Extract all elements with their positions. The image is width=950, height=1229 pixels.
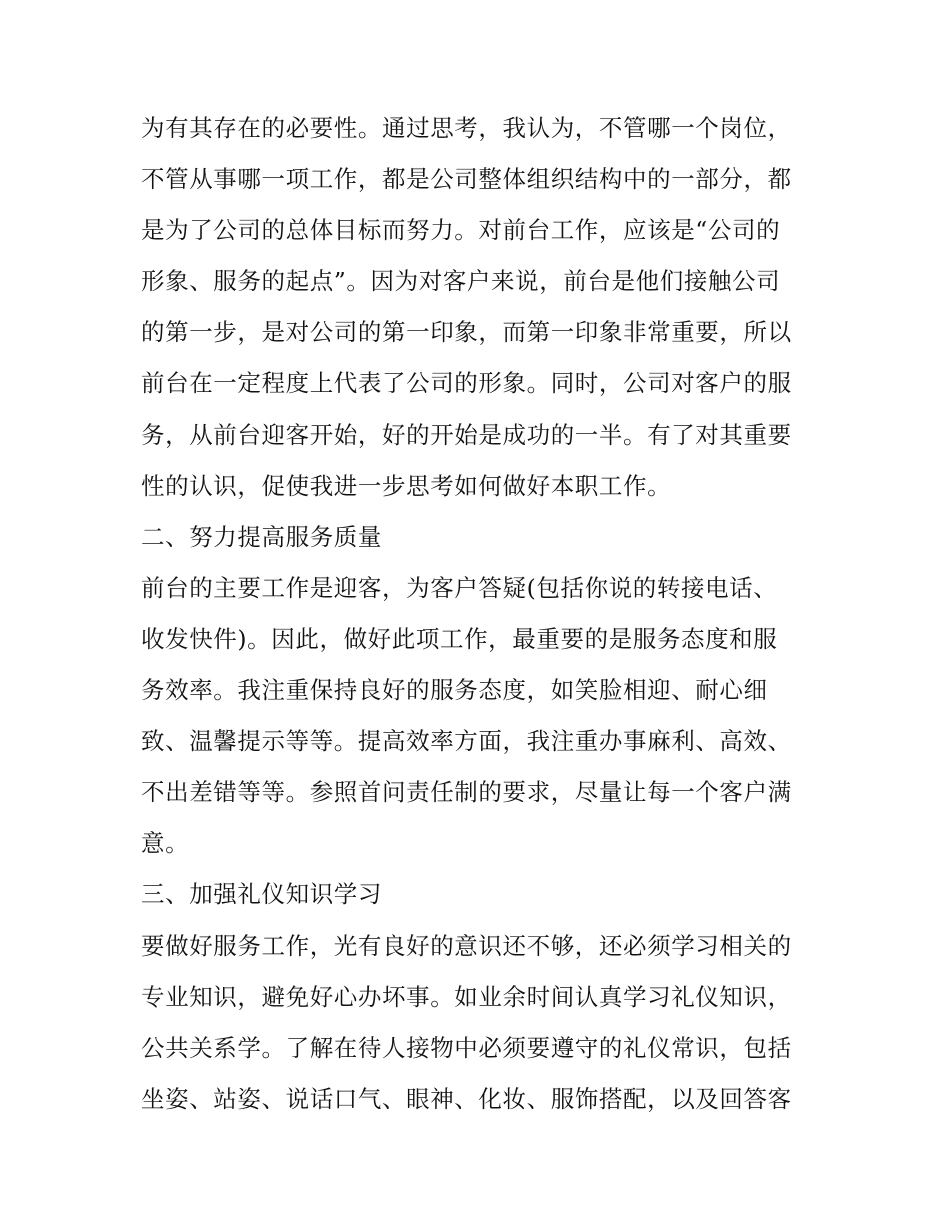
text-line-14: 不出差错等等。参照首问责任制的要求，尽量让每一个客户满 xyxy=(141,778,792,807)
text-line-19: 公共关系学。了解在待人接物中必须要遵守的礼仪常识，包括 xyxy=(141,1033,792,1062)
text-line-4: 形象、服务的起点”。因为对客户来说，前台是他们接触公司 xyxy=(141,267,781,296)
text-line-17: 要做好服务工作，光有良好的意识还不够，还必须学习相关的 xyxy=(141,931,792,960)
text-line-20: 坐姿、站姿、说话口气、眼神、化妆、服饰搭配，以及回答客 xyxy=(141,1084,792,1113)
text-line-2: 不管从事哪一项工作，都是公司整体组织结构中的一部分，都 xyxy=(141,165,792,194)
text-line-15: 意。 xyxy=(141,829,190,858)
text-line-11: 收发快件)。因此，做好此项工作，最重要的是服务态度和服 xyxy=(141,624,778,653)
text-line-10: 前台的主要工作是迎客，为客户答疑(包括你说的转接电话、 xyxy=(141,573,778,602)
document-body xyxy=(141,103,821,1125)
text-line-8: 性的认识，促使我进一步思考如何做好本职工作。 xyxy=(141,471,672,500)
text-line-5: 的第一步，是对公司的第一印象，而第一印象非常重要，所以 xyxy=(141,318,792,347)
text-line-7: 务，从前台迎客开始，好的开始是成功的一半。有了对其重要 xyxy=(141,420,792,449)
text-line-3: 是为了公司的总体目标而努力。对前台工作，应该是“公司的 xyxy=(141,216,781,245)
text-line-13: 致、温馨提示等等。提高效率方面，我注重办事麻利、高效、 xyxy=(141,727,792,756)
text-line-12: 务效率。我注重保持良好的服务态度，如笑脸相迎、耐心细 xyxy=(141,676,768,705)
text-line-6: 前台在一定程度上代表了公司的形象。同时，公司对客户的服 xyxy=(141,369,792,398)
text-line-1: 为有其存在的必要性。通过思考，我认为，不管哪一个岗位， xyxy=(141,114,792,142)
section-heading-2: 二、努力提高服务质量 xyxy=(141,522,382,551)
section-heading-3: 三、加强礼仪知识学习 xyxy=(141,880,382,909)
text-line-18: 专业知识，避免好心办坏事。如业余时间认真学习礼仪知识， xyxy=(141,982,792,1011)
